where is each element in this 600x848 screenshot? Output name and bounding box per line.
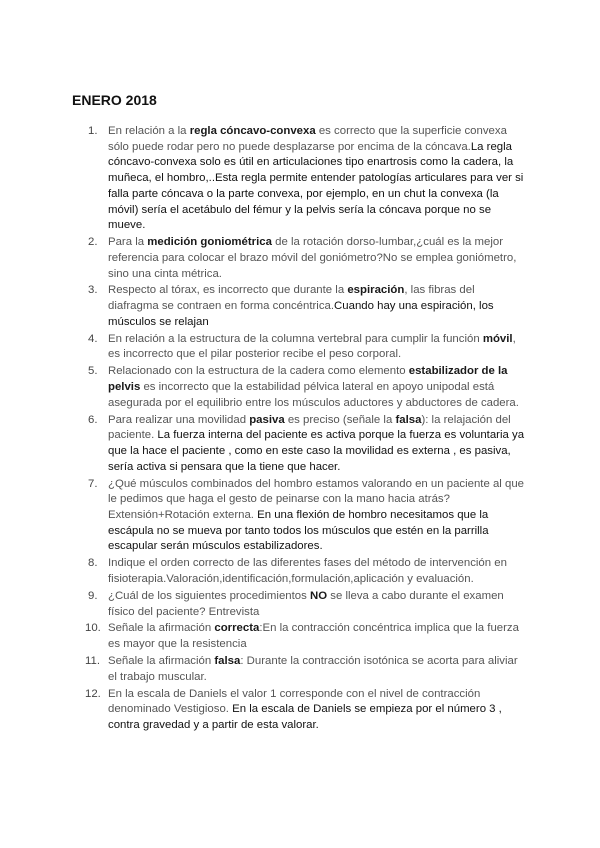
answer-text: La fuerza interna del paciente es activa porque la fuerza es voluntaria ya que la hace el paciente , como en este caso la movilidad es externa , es pasiva, sería activa si pensara que la tiene que hacer. xyxy=(108,429,525,473)
item-text xyxy=(108,590,504,618)
question-text: ¿Qué músculos combinados del hombro estamos valorando en un paciente al que le pedimos que haga el gesto de peinarse con la mano hacia atrás? Extensión+Rotación externa. xyxy=(108,477,525,521)
item-text xyxy=(108,333,516,361)
bold-keyword: estabilizador de la pelvis xyxy=(108,365,508,393)
item-text xyxy=(108,688,502,731)
question-text: En la escala de Daniels el valor 1 corresponde con el nivel de contracción denominado Vestigioso. xyxy=(108,687,481,716)
question-text: En relación a la xyxy=(108,125,190,137)
item-number: 2. xyxy=(88,236,98,249)
bold-keyword: espiración xyxy=(347,284,405,297)
question-text: Respecto al tórax, es incorrecto que durante la xyxy=(108,284,348,297)
list-item xyxy=(88,477,528,556)
question-text: Para realizar una movilidad xyxy=(108,413,250,426)
item-text xyxy=(108,622,519,650)
list-item xyxy=(85,687,528,734)
answer-text: En la escala de Daniels se empieza por el número 3 , contra gravedad y a partir de esta valorar. xyxy=(108,703,502,732)
item-number: 9. xyxy=(88,589,98,602)
item-number: 5. xyxy=(88,365,98,378)
bold-keyword: regla cóncavo-convexa xyxy=(189,125,316,137)
item-text xyxy=(108,284,494,327)
question-text: : Durante la contracción isotónica se acorta para aliviar el trabajo muscular. xyxy=(108,655,518,683)
item-number: 6. xyxy=(88,413,98,426)
answer-text: La regla cóncavo-convexa solo es útil en articulaciones tipo enartrosis como la cadera, la muñeca, el hombro,..Esta regla permite entender patologías articulares para ver si falla parte cóncava o la parte convexa, por ejemplo, en un chut la convexa (la móvil) sería el acetábulo del fémur y la pelvis sería la cóncava porque no se mueve. xyxy=(108,140,524,232)
item-text xyxy=(108,414,524,473)
list-item xyxy=(88,589,528,620)
answer-text: Cuando hay una espiración, los músculos se relajan xyxy=(108,300,494,328)
item-number: 1. xyxy=(88,125,98,137)
list-item xyxy=(88,235,528,282)
question-text: se lleva a cabo durante el examen físico del paciente? Entrevista xyxy=(108,589,504,618)
question-text: es incorrecto que la estabilidad pélvica lateral en apoyo unipodal está asegurada por el equilibrio entre los músculos aductores y abductores de cadera. xyxy=(108,381,519,409)
item-text xyxy=(108,557,507,585)
item-number: 10. xyxy=(85,622,101,635)
item-text xyxy=(108,365,519,408)
item-number: 12. xyxy=(85,687,101,700)
question-text: es correcto que la superficie convexa sólo puede rodar pero no puede desplazarse por encima de la cóncava. xyxy=(108,125,507,153)
question-text: Indique el orden correcto de las diferentes fases del método de intervención en fisioterapia.Valoración,identificación,formulación,aplicación y evaluación. xyxy=(108,557,507,585)
question-text: ¿Cuál de los siguientes procedimientos xyxy=(108,589,310,602)
question-text: , las fibras del diafragma se contraen en forma concéntrica. xyxy=(108,284,475,313)
bold-keyword: medición goniométrica xyxy=(147,236,272,249)
list-item xyxy=(88,413,528,476)
question-text: de la rotación dorso-lumbar,¿cuál es la mejor referencia para colocar el brazo móvil del goniómetro?No se emplea goniómetro, sino una cinta métrica. xyxy=(108,236,517,280)
item-number: 7. xyxy=(88,477,98,490)
item-text xyxy=(108,236,516,279)
question-text: Señale la afirmación xyxy=(108,622,215,635)
question-text: Relacionado con la estructura de la cadera como elemento xyxy=(108,365,409,378)
list-item xyxy=(85,654,528,685)
bold-keyword: correcta xyxy=(214,622,260,635)
item-text xyxy=(108,478,524,553)
item-text xyxy=(108,655,518,683)
question-list xyxy=(85,124,528,735)
bold-keyword: falsa xyxy=(214,655,241,668)
question-text: , es incorrecto que el pilar posterior recibe el peso corporal. xyxy=(108,332,516,361)
item-text xyxy=(108,125,523,231)
list-item xyxy=(88,283,528,330)
list-item xyxy=(88,332,528,363)
page-title: ENERO 2018 xyxy=(72,92,157,108)
question-text: :En la contracción concéntrica implica que la fuerza es mayor que la resistencia xyxy=(108,622,519,651)
answer-text: En una flexión de hombro necesitamos que la escápula no se mueva por tanto todos los músculos que estén en la parrilla escapular serán músculos estabilizadores. xyxy=(108,509,489,553)
question-text: es preciso (señale la xyxy=(284,413,396,426)
item-number: 4. xyxy=(88,332,98,345)
question-text: Para la xyxy=(108,236,148,249)
list-item xyxy=(88,364,528,411)
list-item xyxy=(88,556,528,587)
question-text: ): la relajación del paciente. xyxy=(108,413,511,442)
question-text: Señale la afirmación xyxy=(108,655,215,668)
bold-keyword: pasiva xyxy=(249,413,285,426)
item-number: 3. xyxy=(88,284,98,297)
bold-keyword: falsa xyxy=(395,413,422,426)
item-number: 8. xyxy=(88,557,98,570)
list-item xyxy=(85,621,528,652)
bold-keyword: móvil xyxy=(482,332,513,345)
question-text: En relación a la estructura de la columna vertebral para cumplir la función xyxy=(108,332,483,345)
bold-keyword: NO xyxy=(309,589,328,602)
list-item xyxy=(88,124,528,234)
item-number: 11. xyxy=(85,655,100,668)
